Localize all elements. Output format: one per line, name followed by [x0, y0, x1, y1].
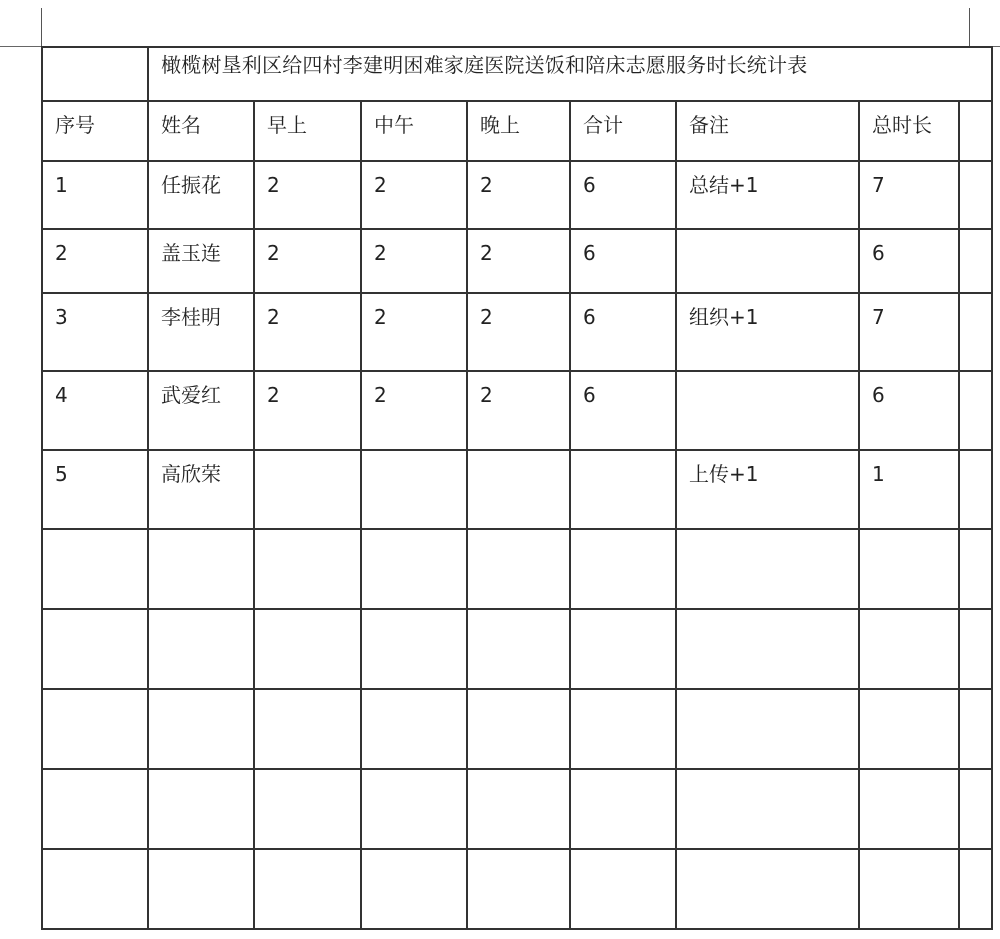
table-row	[42, 849, 992, 929]
header-cell-extra	[959, 101, 992, 161]
header-cell-evening: 晚上	[467, 101, 570, 161]
cell-subtotal	[570, 849, 676, 929]
cell-index	[42, 769, 148, 849]
cell-morning	[254, 769, 361, 849]
table-row	[42, 293, 992, 371]
cell-subtotal: 6	[570, 161, 676, 229]
cell-index: 3	[42, 293, 148, 371]
cell-remarks	[676, 849, 859, 929]
cell-name	[148, 769, 254, 849]
cell-noon	[361, 609, 467, 689]
title-row-blank-cell	[42, 47, 148, 101]
cell-name: 高欣荣	[148, 450, 254, 529]
cell-total-hours: 7	[859, 161, 959, 229]
cell-remarks	[676, 371, 859, 450]
header-cell-subtotal: 合计	[570, 101, 676, 161]
volunteer-hours-table	[41, 46, 993, 930]
cell-total-hours: 7	[859, 293, 959, 371]
table-title: 橄榄树垦利区给四村李建明困难家庭医院送饭和陪床志愿服务时长统计表	[148, 47, 992, 101]
table-row	[42, 529, 992, 609]
table-row	[42, 371, 992, 450]
cell-evening: 2	[467, 161, 570, 229]
cell-extra	[959, 689, 992, 769]
cell-noon	[361, 769, 467, 849]
cell-evening: 2	[467, 371, 570, 450]
cell-remarks: 上传+1	[676, 450, 859, 529]
cell-total-hours: 6	[859, 371, 959, 450]
cell-morning	[254, 689, 361, 769]
cell-morning: 2	[254, 293, 361, 371]
cell-subtotal	[570, 529, 676, 609]
cell-index	[42, 689, 148, 769]
cell-evening: 2	[467, 229, 570, 293]
cell-noon	[361, 529, 467, 609]
header-cell-noon: 中午	[361, 101, 467, 161]
cell-morning	[254, 450, 361, 529]
cell-evening	[467, 689, 570, 769]
cell-noon: 2	[361, 161, 467, 229]
cell-extra	[959, 609, 992, 689]
header-cell-remarks: 备注	[676, 101, 859, 161]
cell-extra	[959, 529, 992, 609]
cell-index	[42, 609, 148, 689]
cell-evening	[467, 529, 570, 609]
cell-extra	[959, 371, 992, 450]
table-row	[42, 769, 992, 849]
cell-total-hours	[859, 529, 959, 609]
cell-morning	[254, 849, 361, 929]
cell-evening	[467, 849, 570, 929]
cell-remarks: 组织+1	[676, 293, 859, 371]
table-row	[42, 229, 992, 293]
cell-extra	[959, 849, 992, 929]
cell-name: 李桂明	[148, 293, 254, 371]
cell-subtotal	[570, 450, 676, 529]
cell-noon	[361, 689, 467, 769]
cell-total-hours: 1	[859, 450, 959, 529]
table-row	[42, 689, 992, 769]
cell-noon: 2	[361, 293, 467, 371]
cell-name: 任振花	[148, 161, 254, 229]
cell-total-hours	[859, 769, 959, 849]
cell-extra	[959, 293, 992, 371]
cell-subtotal: 6	[570, 293, 676, 371]
cell-morning	[254, 529, 361, 609]
cell-name: 武爱红	[148, 371, 254, 450]
cell-total-hours	[859, 849, 959, 929]
header-cell-morning: 早上	[254, 101, 361, 161]
cell-noon: 2	[361, 229, 467, 293]
cell-remarks	[676, 229, 859, 293]
header-row	[42, 101, 992, 161]
cell-morning: 2	[254, 229, 361, 293]
cell-remarks	[676, 609, 859, 689]
cell-total-hours	[859, 609, 959, 689]
cell-name	[148, 529, 254, 609]
cell-morning	[254, 609, 361, 689]
cell-subtotal: 6	[570, 229, 676, 293]
cell-extra	[959, 769, 992, 849]
cell-extra	[959, 229, 992, 293]
cell-name	[148, 689, 254, 769]
table-row	[42, 450, 992, 529]
cell-index: 5	[42, 450, 148, 529]
cell-evening	[467, 769, 570, 849]
cell-index	[42, 529, 148, 609]
cell-morning: 2	[254, 371, 361, 450]
cell-remarks	[676, 769, 859, 849]
cell-remarks	[676, 529, 859, 609]
page-left-margin-mark	[41, 8, 42, 46]
header-cell-index: 序号	[42, 101, 148, 161]
cell-total-hours: 6	[859, 229, 959, 293]
title-row	[42, 47, 992, 101]
cell-extra	[959, 450, 992, 529]
cell-evening: 2	[467, 293, 570, 371]
cell-subtotal: 6	[570, 371, 676, 450]
cell-total-hours	[859, 689, 959, 769]
cell-subtotal	[570, 689, 676, 769]
cell-name	[148, 609, 254, 689]
table-row	[42, 609, 992, 689]
cell-remarks: 总结+1	[676, 161, 859, 229]
cell-name: 盖玉连	[148, 229, 254, 293]
cell-remarks	[676, 689, 859, 769]
cell-subtotal	[570, 609, 676, 689]
header-cell-total-hours: 总时长	[859, 101, 959, 161]
page-right-margin-mark	[969, 8, 970, 46]
cell-index: 1	[42, 161, 148, 229]
table-row	[42, 161, 992, 229]
cell-morning: 2	[254, 161, 361, 229]
cell-evening	[467, 450, 570, 529]
cell-index: 4	[42, 371, 148, 450]
cell-noon	[361, 450, 467, 529]
cell-noon: 2	[361, 371, 467, 450]
cell-evening	[467, 609, 570, 689]
cell-index: 2	[42, 229, 148, 293]
cell-subtotal	[570, 769, 676, 849]
cell-index	[42, 849, 148, 929]
header-cell-name: 姓名	[148, 101, 254, 161]
cell-name	[148, 849, 254, 929]
cell-noon	[361, 849, 467, 929]
cell-extra	[959, 161, 992, 229]
